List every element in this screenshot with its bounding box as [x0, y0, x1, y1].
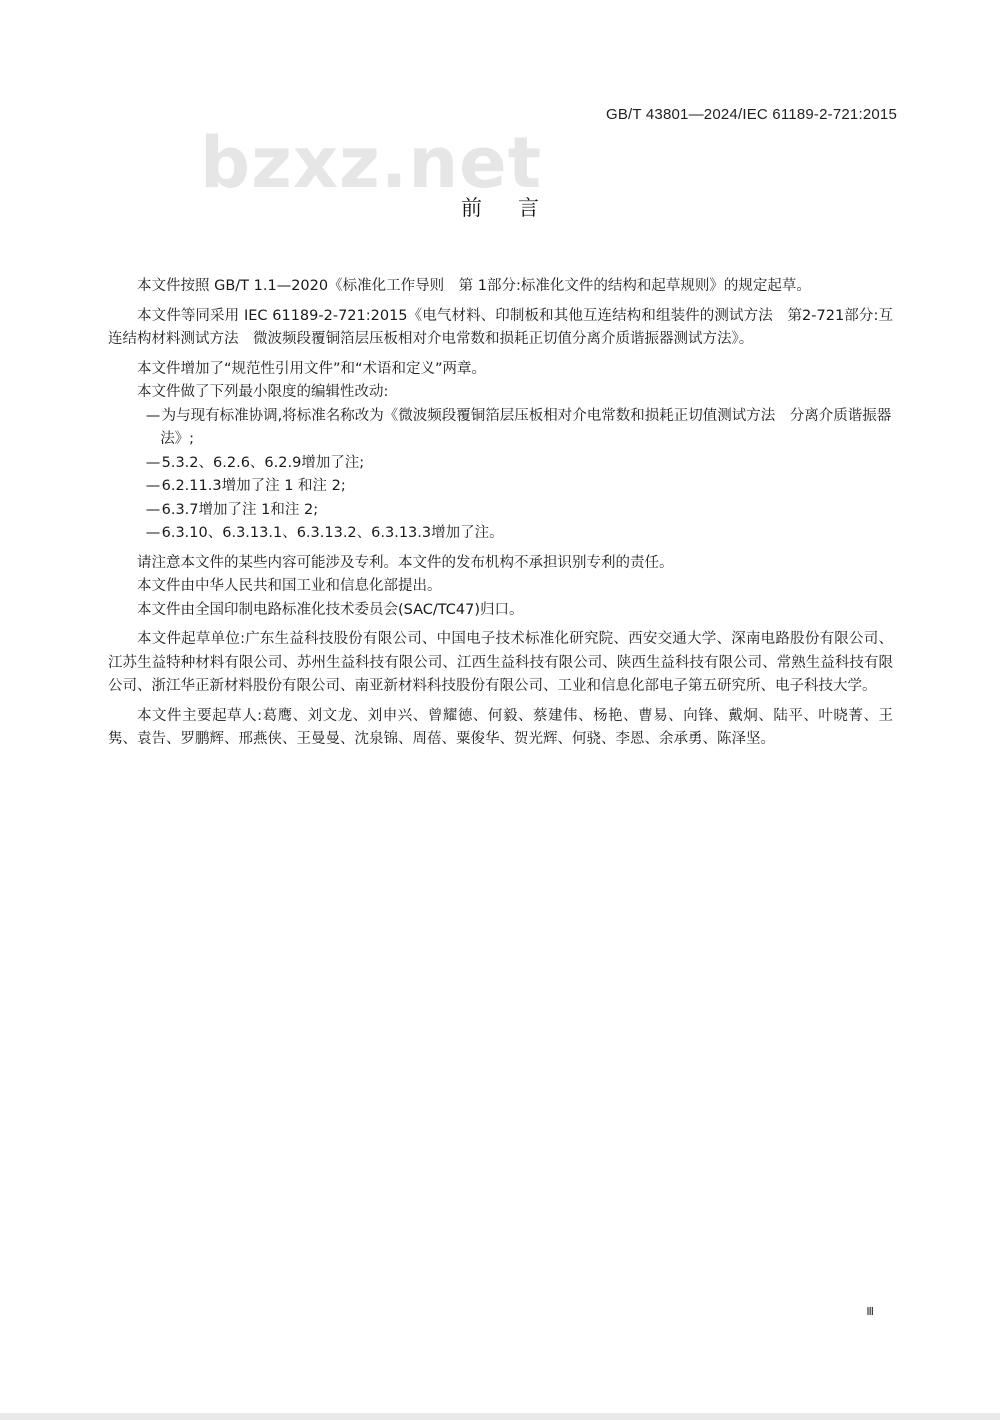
list-item [146, 405, 893, 452]
list-item [146, 499, 893, 523]
watermark-logo: bzxz.net [200, 122, 543, 204]
foreword-body [108, 275, 893, 752]
list-item-text: 6.3.10、6.3.13.1、6.3.13.2、6.3.13.3增加了注。 [161, 525, 504, 541]
paragraph-drafting-rules: 本文件按照 GB/T 1.1—2020《标准化工作导则 第 1部分:标准化文件的结构和起草规则》的规定起草。 [137, 278, 811, 294]
dash-marker: — [145, 501, 161, 518]
paragraph-editorial-changes: 本文件做了下列最小限度的编辑性改动: [137, 384, 389, 400]
paragraph-added-chapters: 本文件增加了“规范性引用文件”和“术语和定义”两章。 [137, 360, 487, 377]
list-item-text: 5.3.2、6.2.6、6.2.9增加了注; [161, 454, 365, 471]
paragraph-proposed-by: 本文件由中华人民共和国工业和信息化部提出。 [137, 578, 442, 594]
paragraph-managed-by: 本文件由全国印制电路标准化技术委员会(SAC/TC47)归口。 [137, 601, 524, 618]
paragraph-patent-notice: 请注意本文件的某些内容可能涉及专利。本文件的发布机构不承担识别专利的责任。 [137, 554, 674, 571]
page-number: Ⅲ [866, 1306, 874, 1318]
dash-marker: — [145, 525, 161, 541]
list-item [146, 452, 893, 476]
page-title: 前言 [461, 196, 575, 220]
dash-marker: — [145, 407, 161, 424]
paragraph-drafters: 本文件主要起草人:葛鹰、刘文龙、刘申兴、曾耀德、何毅、蔡建伟、杨艳、曹易、向锋、戴炯、陆平、叶晓菁、王隽、袁告、罗鹏辉、邢燕侠、王曼曼、沈泉锦、周蓓、粟俊华、贺光辉、何骁、李恩、余承勇、陈泽坚。 [108, 707, 893, 747]
dash-marker: — [145, 478, 161, 494]
paragraph-drafting-units: 本文件起草单位:广东生益科技股份有限公司、中国电子技术标准化研究院、西安交通大学、深南电路股份有限公司、江苏生益特种材料有限公司、苏州生益科技有限公司、江西生益科技有限公司、陕西生益科技有限公司、常熟生益科技有限公司、浙江华正新材料股份有限公司、南亚新材料科技股份有限公司、工业和信息化部电子第五研究所、电子科技大学。 [108, 631, 893, 694]
change-list [108, 405, 893, 546]
standard-number: GB/T 43801—2024/IEC 61189-2-721:2015 [605, 106, 897, 123]
list-item-text: 6.2.11.3增加了注 1 和注 2; [161, 478, 346, 494]
paragraph-adoption: 本文件等同采用 IEC 61189-2-721:2015《电气材料、印制板和其他互连结构和组装件的测试方法 第2-721部分:互连结构材料测试方法 微波频段覆铜箔层压板相对介电常数和损耗正切值分离介质谐振器测试方法》。 [108, 307, 893, 347]
list-item [146, 522, 893, 546]
list-item-text: 6.3.7增加了注 1和注 2; [161, 501, 319, 518]
page-bottom-edge [0, 1413, 1000, 1420]
dash-marker: — [145, 454, 161, 471]
list-item-text: 为与现有标准协调,将标准名称改为《微波频段覆铜箔层压板相对介电常数和损耗正切值测试方法 分离介质谐振器法》; [160, 407, 892, 447]
list-item [146, 475, 893, 499]
